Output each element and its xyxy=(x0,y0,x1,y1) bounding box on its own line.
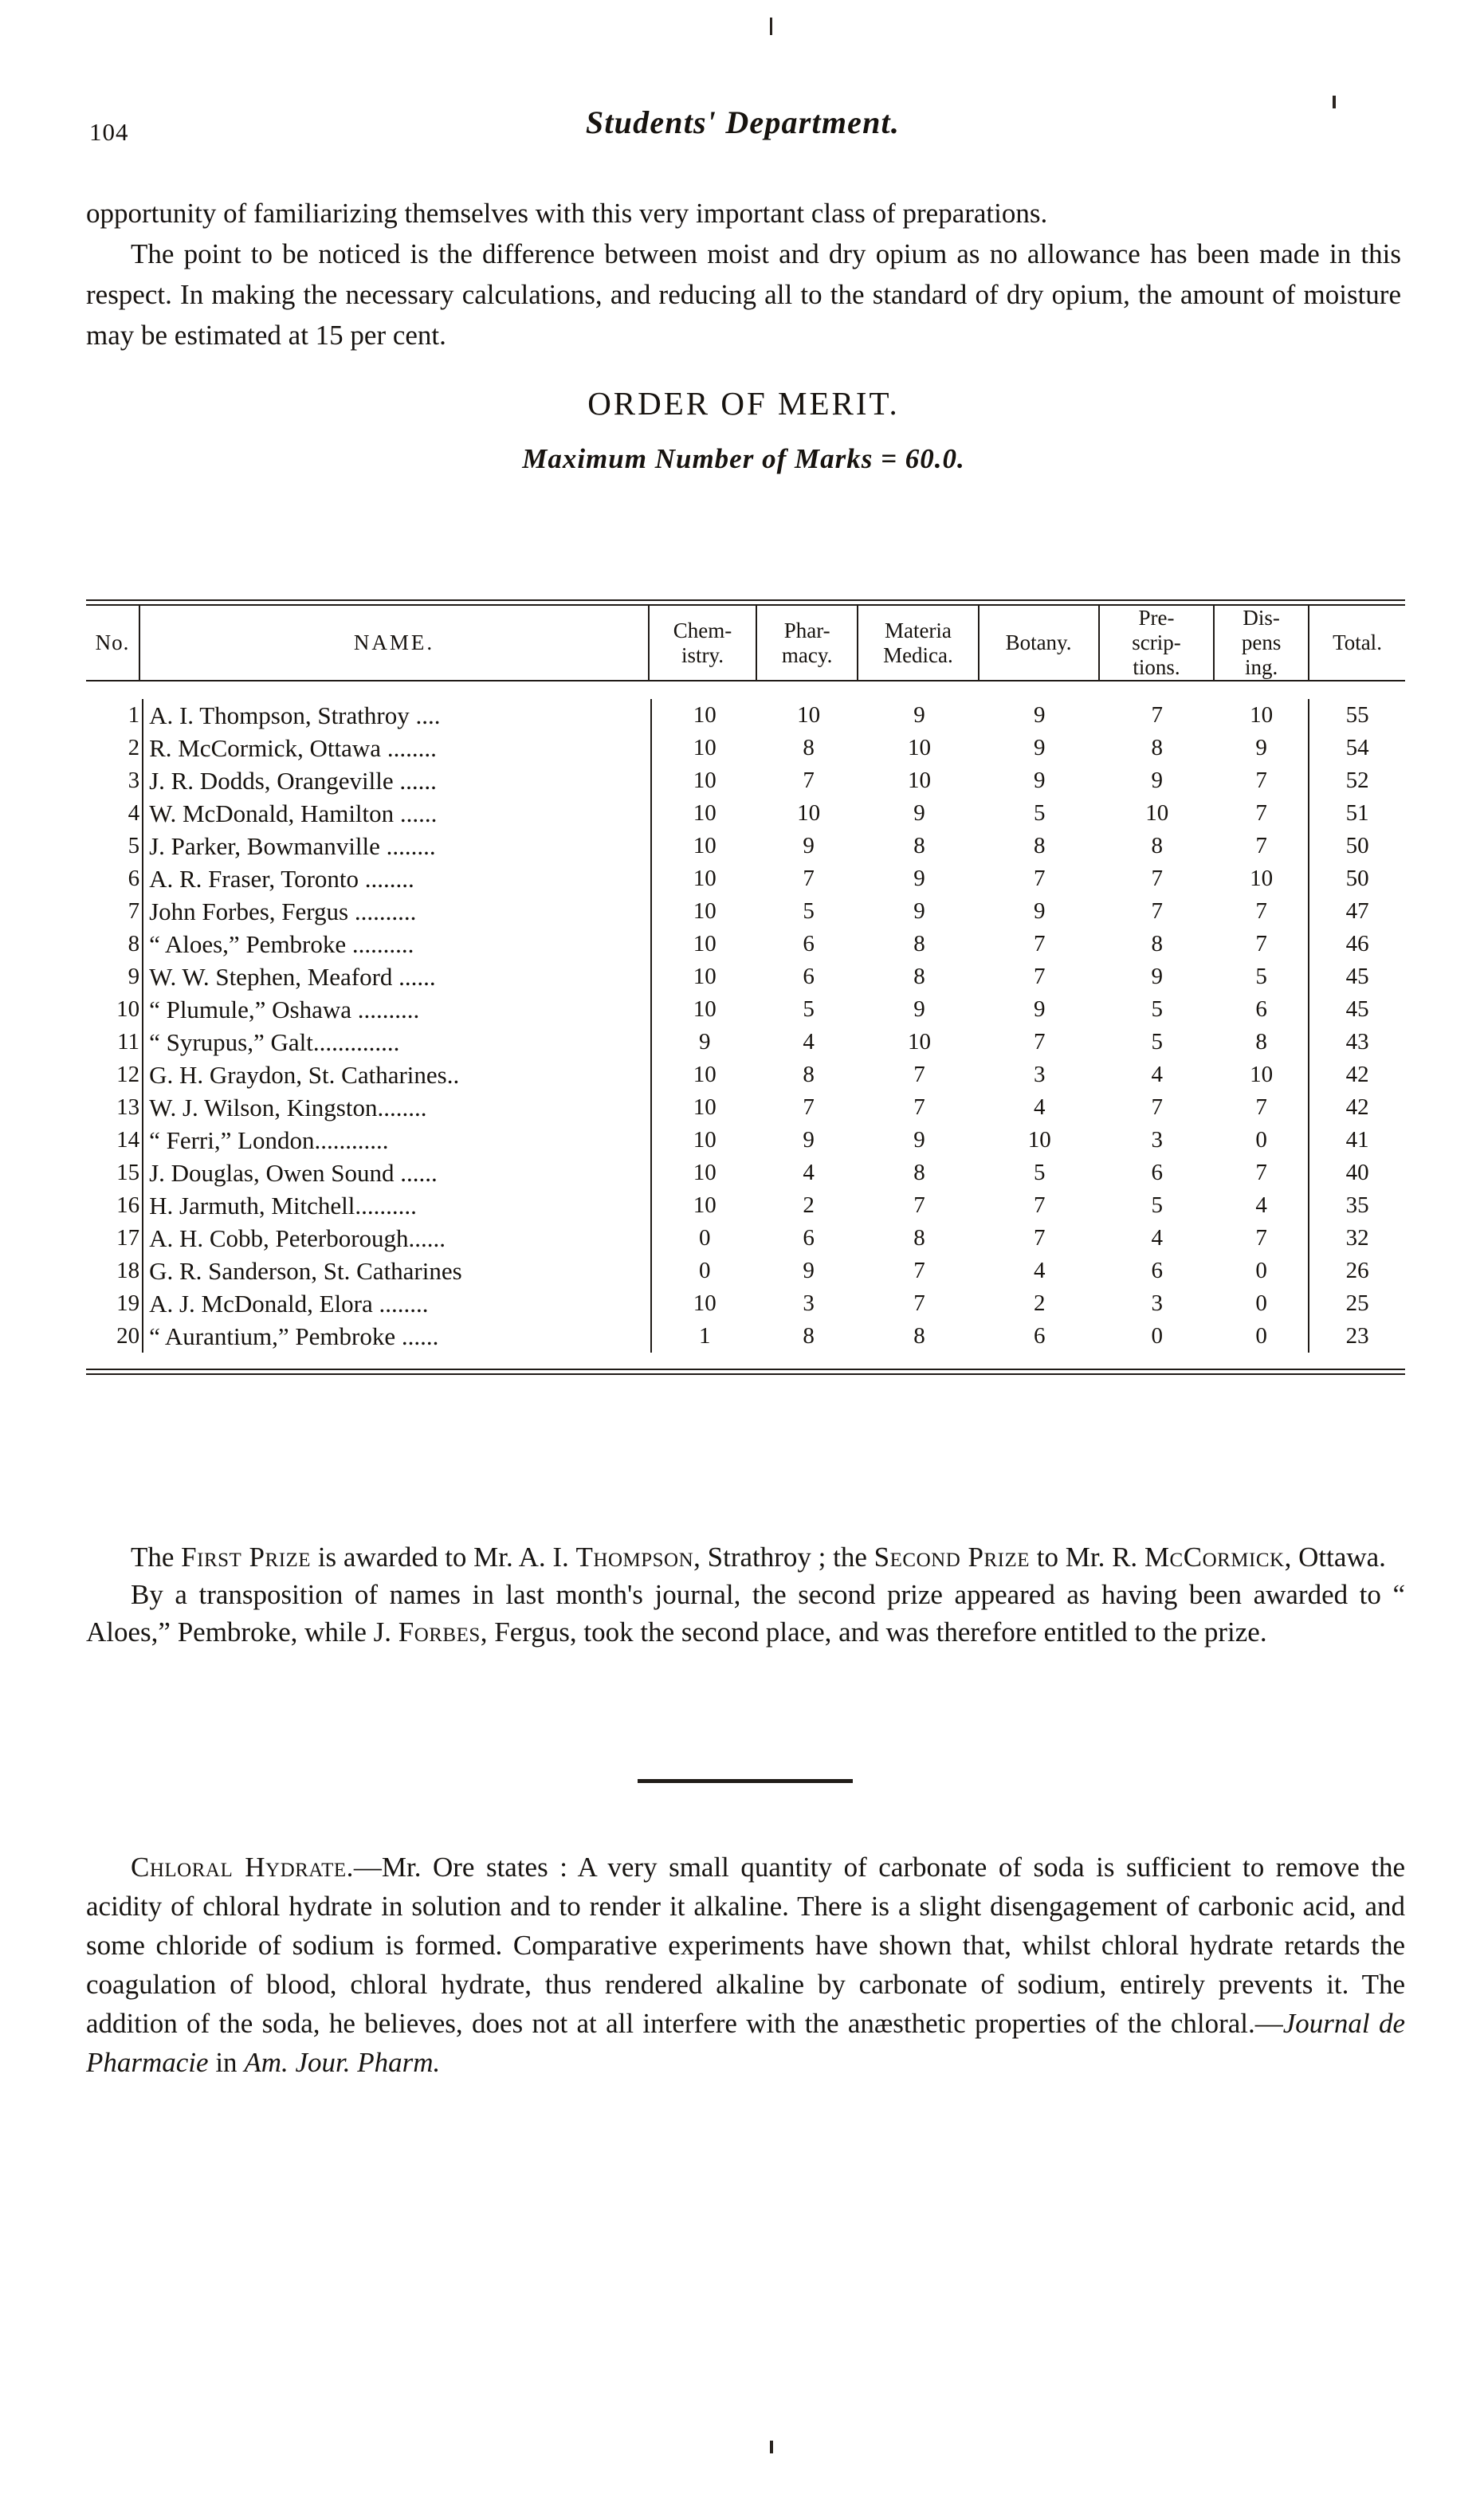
row-prescriptions: 7 xyxy=(1151,1094,1163,1120)
table-row xyxy=(86,1026,1405,1059)
row-materia: 8 xyxy=(913,931,925,956)
row-chemistry: 10 xyxy=(651,1189,759,1222)
row-total: 25 xyxy=(1309,1287,1405,1320)
row-prescriptions: 3 xyxy=(1151,1127,1163,1153)
prize-text-b: is awarded to Mr. A. I. xyxy=(311,1542,576,1573)
prize-text-c: , Strathroy ; the xyxy=(693,1542,874,1573)
row-materia: 10 xyxy=(908,768,931,793)
paragraph-point: The point to be noticed is the difference between moist and dry opium as no allowance has been made in this respect. In making the necessary calculations, and reducing all to the standard of dry opium, the amount of moisture may be estimated at 15 per cent. xyxy=(86,238,1401,351)
row-botany: 9 xyxy=(1033,702,1046,728)
row-name: R. McCormick, Ottawa ........ xyxy=(143,732,650,764)
row-no: 2 xyxy=(128,735,140,760)
top-register-mark xyxy=(770,18,772,35)
row-materia: 8 xyxy=(913,964,925,989)
row-pharmacy: 8 xyxy=(803,1323,815,1349)
col-header-prescriptions-l3: tions. xyxy=(1133,655,1180,679)
col-header-pharmacy xyxy=(756,606,858,680)
chloral-source-1: Journal de Pharmacie xyxy=(86,2008,1405,2078)
row-no: 6 xyxy=(128,866,140,891)
row-chemistry: 10 xyxy=(651,960,759,993)
table-row xyxy=(86,764,1405,797)
row-prescriptions: 5 xyxy=(1151,1029,1163,1055)
row-total: 45 xyxy=(1309,960,1405,993)
row-materia: 8 xyxy=(913,1225,925,1251)
row-name: A. H. Cobb, Peterborough...... xyxy=(143,1222,650,1255)
table-row xyxy=(86,1091,1405,1124)
row-materia: 8 xyxy=(913,1323,925,1349)
row-botany: 6 xyxy=(1033,1323,1046,1349)
row-no: 4 xyxy=(128,800,140,826)
row-total: 42 xyxy=(1309,1059,1405,1091)
transposition-text-b: , Fergus, took the second place, and was therefore entitled to the prize. xyxy=(480,1616,1267,1648)
row-no: 12 xyxy=(116,1062,140,1087)
col-header-prescriptions xyxy=(1099,606,1215,680)
row-prescriptions: 0 xyxy=(1151,1323,1163,1349)
row-name: A. J. McDonald, Elora ........ xyxy=(143,1287,650,1320)
row-chemistry: 10 xyxy=(651,928,759,960)
row-dispensing: 10 xyxy=(1250,866,1274,891)
chloral-hydrate-note xyxy=(86,1848,1405,2082)
row-pharmacy: 7 xyxy=(803,768,815,793)
row-pharmacy: 4 xyxy=(803,1160,815,1185)
row-no: 5 xyxy=(128,833,140,858)
transposition-name: Forbes xyxy=(398,1616,481,1648)
prize-second-winner: McCormick xyxy=(1144,1542,1285,1573)
row-total: 35 xyxy=(1309,1189,1405,1222)
row-materia: 10 xyxy=(908,1029,931,1055)
row-dispensing: 0 xyxy=(1255,1127,1267,1153)
row-prescriptions: 4 xyxy=(1151,1062,1163,1087)
row-chemistry: 10 xyxy=(651,797,759,830)
prize-text-d: to Mr. R. xyxy=(1030,1542,1144,1573)
col-header-pharmacy-l1: Phar- xyxy=(783,618,830,642)
section-title: ORDER OF MERIT. xyxy=(587,385,900,422)
row-no: 10 xyxy=(116,996,140,1022)
row-chemistry: 10 xyxy=(651,993,759,1026)
table-row xyxy=(86,1287,1405,1320)
prize-notes xyxy=(86,1538,1405,1651)
row-chemistry: 10 xyxy=(651,1157,759,1189)
chloral-source-2: Am. Jour. Pharm. xyxy=(244,2047,441,2078)
row-pharmacy: 9 xyxy=(803,833,815,858)
row-dispensing: 0 xyxy=(1255,1290,1267,1316)
row-materia: 8 xyxy=(913,1160,925,1185)
intro-text-block xyxy=(86,193,1401,475)
row-chemistry: 10 xyxy=(651,830,759,862)
row-botany: 2 xyxy=(1033,1290,1046,1316)
col-header-pharmacy-l2: macy. xyxy=(781,642,833,667)
order-of-merit-body xyxy=(86,699,1405,1353)
row-materia: 9 xyxy=(913,702,925,728)
table-row xyxy=(86,1320,1405,1353)
row-name: J. R. Dodds, Orangeville ...... xyxy=(143,764,650,797)
row-name: W. McDonald, Hamilton ...... xyxy=(143,797,650,830)
row-prescriptions: 5 xyxy=(1151,1192,1163,1218)
row-pharmacy: 7 xyxy=(803,866,815,891)
running-head: Students' Department. xyxy=(585,104,901,140)
row-materia: 9 xyxy=(913,800,925,826)
paragraph-opportunity: opportunity of familiarizing themselves with this very important class of preparations. xyxy=(86,198,1048,229)
row-total: 50 xyxy=(1309,862,1405,895)
row-chemistry: 10 xyxy=(651,862,759,895)
table-row xyxy=(86,895,1405,928)
row-botany: 7 xyxy=(1033,866,1046,891)
row-no: 8 xyxy=(128,931,140,956)
prize-text-a: The xyxy=(131,1542,182,1573)
row-prescriptions: 6 xyxy=(1151,1160,1163,1185)
row-dispensing: 9 xyxy=(1255,735,1267,760)
row-materia: 7 xyxy=(913,1258,925,1283)
row-no: 11 xyxy=(117,1029,140,1055)
row-dispensing: 0 xyxy=(1255,1323,1267,1349)
row-chemistry: 10 xyxy=(651,1091,759,1124)
table-row xyxy=(86,1222,1405,1255)
row-botany: 7 xyxy=(1033,931,1046,956)
paragraph-chloral xyxy=(86,1848,1405,2082)
col-header-prescriptions-l2: scrip- xyxy=(1132,630,1181,654)
table-top-double-rule xyxy=(86,599,1405,606)
row-materia: 9 xyxy=(913,866,925,891)
row-no: 16 xyxy=(116,1192,140,1218)
row-no: 19 xyxy=(116,1290,140,1316)
row-total: 23 xyxy=(1309,1320,1405,1353)
row-prescriptions: 4 xyxy=(1151,1225,1163,1251)
prize-second-label: Second Prize xyxy=(874,1542,1031,1573)
row-prescriptions: 9 xyxy=(1151,768,1163,793)
table-row xyxy=(86,830,1405,862)
row-materia: 8 xyxy=(913,833,925,858)
row-materia: 9 xyxy=(913,898,925,924)
col-header-materia-l2: Medica. xyxy=(883,642,953,667)
col-header-chemistry-l1: Chem- xyxy=(673,618,732,642)
row-name: G. H. Graydon, St. Catharines.. xyxy=(143,1059,650,1091)
row-pharmacy: 5 xyxy=(803,996,815,1022)
table-row xyxy=(86,732,1405,764)
table-row xyxy=(86,797,1405,830)
col-header-dispensing-l1: Dis- xyxy=(1243,606,1280,630)
col-header-total-l1: Total. xyxy=(1333,630,1382,654)
paragraph-transposition xyxy=(86,1576,1405,1651)
row-chemistry: 0 xyxy=(651,1222,759,1255)
row-name: A. R. Fraser, Toronto ........ xyxy=(143,862,650,895)
row-name: “ Syrupus,” Galt.............. xyxy=(143,1026,650,1059)
row-botany: 4 xyxy=(1033,1258,1046,1283)
section-subtitle: Maximum Number of Marks = 60.0. xyxy=(522,443,965,474)
row-pharmacy: 8 xyxy=(803,1062,815,1087)
row-pharmacy: 6 xyxy=(803,964,815,989)
row-botany: 5 xyxy=(1033,1160,1046,1185)
table-row xyxy=(86,993,1405,1026)
row-total: 55 xyxy=(1309,699,1405,732)
row-botany: 7 xyxy=(1033,1225,1046,1251)
row-botany: 7 xyxy=(1033,1192,1046,1218)
row-total: 50 xyxy=(1309,830,1405,862)
row-name: “ Aurantium,” Pembroke ...... xyxy=(143,1320,650,1353)
row-no: 18 xyxy=(116,1258,140,1283)
row-botany: 7 xyxy=(1033,964,1046,989)
col-header-dispensing-l3: ing. xyxy=(1245,655,1278,679)
col-header-botany xyxy=(979,606,1099,680)
row-no: 9 xyxy=(128,964,140,989)
table-bottom-double-rule xyxy=(86,1369,1405,1375)
table-row xyxy=(86,1059,1405,1091)
row-dispensing: 7 xyxy=(1255,800,1267,826)
row-chemistry: 10 xyxy=(651,764,759,797)
col-header-chemistry-l2: istry. xyxy=(681,642,724,667)
row-total: 52 xyxy=(1309,764,1405,797)
prize-first-label: First Prize xyxy=(181,1542,312,1573)
row-total: 32 xyxy=(1309,1222,1405,1255)
chloral-heading: Chloral Hydrate. xyxy=(131,1852,354,1883)
row-pharmacy: 9 xyxy=(803,1127,815,1153)
row-pharmacy: 6 xyxy=(803,1225,815,1251)
row-botany: 5 xyxy=(1033,800,1046,826)
row-total: 41 xyxy=(1309,1124,1405,1157)
row-total: 43 xyxy=(1309,1026,1405,1059)
row-dispensing: 7 xyxy=(1255,898,1267,924)
row-name: “ Aloes,” Pembroke .......... xyxy=(143,928,650,960)
row-dispensing: 7 xyxy=(1255,768,1267,793)
row-no: 13 xyxy=(116,1094,140,1120)
row-no: 17 xyxy=(116,1225,140,1251)
row-dispensing: 7 xyxy=(1255,1160,1267,1185)
row-dispensing: 6 xyxy=(1255,996,1267,1022)
row-prescriptions: 5 xyxy=(1151,996,1163,1022)
row-prescriptions: 8 xyxy=(1151,931,1163,956)
row-name: “ Plumule,” Oshawa .......... xyxy=(143,993,650,1026)
row-botany: 3 xyxy=(1033,1062,1046,1087)
row-pharmacy: 7 xyxy=(803,1094,815,1120)
col-header-botany-l1: Botany. xyxy=(1005,630,1072,654)
chloral-text-a: —Mr. Ore states : A very small quantity of carbonate of soda is sufficient to remove the acidity of chloral hydrate in solution and to render it alkaline. There is a slight disengagement of carbonic acid, and some chloride of sodium is formed. Comparative experiments have shown that, whilst chloral hydrate retards the coagulation of blood, chloral hydrate, thus rendered alkaline by carbonate of sodium, entirely prevents it. The addition of the soda, he believes, does not at all interfere with the anæsthetic properties of the chloral.— xyxy=(86,1852,1406,2039)
row-no: 3 xyxy=(128,768,140,793)
col-header-dispensing xyxy=(1214,606,1309,680)
row-chemistry: 0 xyxy=(651,1255,759,1287)
row-prescriptions: 7 xyxy=(1151,898,1163,924)
row-chemistry: 10 xyxy=(651,895,759,928)
row-chemistry: 1 xyxy=(651,1320,759,1353)
row-total: 46 xyxy=(1309,928,1405,960)
paragraph-prizes xyxy=(86,1538,1405,1576)
chloral-text-b: in xyxy=(208,2047,245,2078)
row-botany: 4 xyxy=(1033,1094,1046,1120)
table-row xyxy=(86,1124,1405,1157)
table-row xyxy=(86,960,1405,993)
row-chemistry: 10 xyxy=(651,699,759,732)
row-dispensing: 0 xyxy=(1255,1258,1267,1283)
row-name: G. R. Sanderson, St. Catharines xyxy=(143,1255,650,1287)
row-dispensing: 7 xyxy=(1255,1094,1267,1120)
row-prescriptions: 3 xyxy=(1151,1290,1163,1316)
bottom-register-mark xyxy=(770,2441,773,2453)
row-prescriptions: 10 xyxy=(1145,800,1169,826)
row-pharmacy: 10 xyxy=(797,800,821,826)
table-row xyxy=(86,1189,1405,1222)
prize-first-winner: Thompson xyxy=(575,1542,694,1573)
col-header-chemistry xyxy=(649,606,756,680)
row-total: 47 xyxy=(1309,895,1405,928)
row-dispensing: 7 xyxy=(1255,931,1267,956)
row-materia: 7 xyxy=(913,1062,925,1087)
row-name: A. I. Thompson, Strathroy .... xyxy=(143,699,650,732)
row-materia: 7 xyxy=(913,1094,925,1120)
row-chemistry: 10 xyxy=(651,1287,759,1320)
row-pharmacy: 5 xyxy=(803,898,815,924)
row-no: 7 xyxy=(128,898,140,924)
row-no: 15 xyxy=(116,1160,140,1185)
row-total: 54 xyxy=(1309,732,1405,764)
row-pharmacy: 4 xyxy=(803,1029,815,1055)
table-row xyxy=(86,1157,1405,1189)
row-botany: 9 xyxy=(1033,768,1046,793)
row-total: 51 xyxy=(1309,797,1405,830)
row-prescriptions: 7 xyxy=(1151,702,1163,728)
row-name: W. J. Wilson, Kingston........ xyxy=(143,1091,650,1124)
col-header-prescriptions-l1: Pre- xyxy=(1138,606,1175,630)
row-botany: 9 xyxy=(1033,996,1046,1022)
row-chemistry: 10 xyxy=(651,1059,759,1091)
row-dispensing: 7 xyxy=(1255,833,1267,858)
row-chemistry: 9 xyxy=(651,1026,759,1059)
row-botany: 8 xyxy=(1033,833,1046,858)
row-dispensing: 5 xyxy=(1255,964,1267,989)
row-name: J. Douglas, Owen Sound ...... xyxy=(143,1157,650,1189)
row-dispensing: 10 xyxy=(1250,1062,1274,1087)
prize-text-e: , Ottawa. xyxy=(1284,1542,1386,1573)
row-dispensing: 7 xyxy=(1255,1225,1267,1251)
row-no: 20 xyxy=(116,1323,140,1349)
row-botany: 9 xyxy=(1033,898,1046,924)
table-row xyxy=(86,928,1405,960)
transposition-text-a: By a transposition of names in last month's journal, the second prize appeared as having been awarded to “ Aloes,” Pembroke, while J. xyxy=(86,1579,1405,1648)
table-row xyxy=(86,1255,1405,1287)
row-total: 26 xyxy=(1309,1255,1405,1287)
row-total: 40 xyxy=(1309,1157,1405,1189)
row-materia: 9 xyxy=(913,996,925,1022)
table-row xyxy=(86,862,1405,895)
table-header-row xyxy=(86,606,1405,680)
order-of-merit-table xyxy=(86,606,1405,680)
row-materia: 9 xyxy=(913,1127,925,1153)
row-pharmacy: 8 xyxy=(803,735,815,760)
row-prescriptions: 7 xyxy=(1151,866,1163,891)
row-botany: 10 xyxy=(1027,1127,1051,1153)
col-header-materia-l1: Materia xyxy=(884,618,952,642)
row-pharmacy: 10 xyxy=(797,702,821,728)
row-materia: 7 xyxy=(913,1192,925,1218)
row-name: J. Parker, Bowmanville ........ xyxy=(143,830,650,862)
order-of-merit-table-wrap xyxy=(86,599,1405,1375)
row-prescriptions: 8 xyxy=(1151,735,1163,760)
row-dispensing: 8 xyxy=(1255,1029,1267,1055)
row-chemistry: 10 xyxy=(651,732,759,764)
row-name: “ Ferri,” London............ xyxy=(143,1124,650,1157)
col-header-materia-medica xyxy=(858,606,978,680)
row-botany: 7 xyxy=(1033,1029,1046,1055)
col-header-total xyxy=(1309,606,1405,680)
row-no: 14 xyxy=(116,1127,140,1153)
folio-number: 104 xyxy=(89,118,129,146)
section-divider-rule xyxy=(638,1779,853,1783)
row-prescriptions: 8 xyxy=(1151,833,1163,858)
row-pharmacy: 9 xyxy=(803,1258,815,1283)
row-total: 42 xyxy=(1309,1091,1405,1124)
row-dispensing: 10 xyxy=(1250,702,1274,728)
row-materia: 7 xyxy=(913,1290,925,1316)
row-chemistry: 10 xyxy=(651,1124,759,1157)
row-dispensing: 4 xyxy=(1255,1192,1267,1218)
row-name: H. Jarmuth, Mitchell.......... xyxy=(143,1189,650,1222)
row-prescriptions: 6 xyxy=(1151,1258,1163,1283)
row-name: W. W. Stephen, Meaford ...... xyxy=(143,960,650,993)
row-pharmacy: 2 xyxy=(803,1192,815,1218)
row-botany: 9 xyxy=(1033,735,1046,760)
row-pharmacy: 6 xyxy=(803,931,815,956)
table-row xyxy=(86,699,1405,732)
col-header-no: No. xyxy=(95,630,130,654)
row-total: 45 xyxy=(1309,993,1405,1026)
col-header-dispensing-l2: pens xyxy=(1241,630,1282,654)
row-name: John Forbes, Fergus .......... xyxy=(143,895,650,928)
col-header-name: NAME. xyxy=(139,606,649,680)
row-pharmacy: 3 xyxy=(803,1290,815,1316)
row-materia: 10 xyxy=(908,735,931,760)
row-prescriptions: 9 xyxy=(1151,964,1163,989)
page-header xyxy=(89,104,1396,146)
row-no: 1 xyxy=(128,702,140,728)
